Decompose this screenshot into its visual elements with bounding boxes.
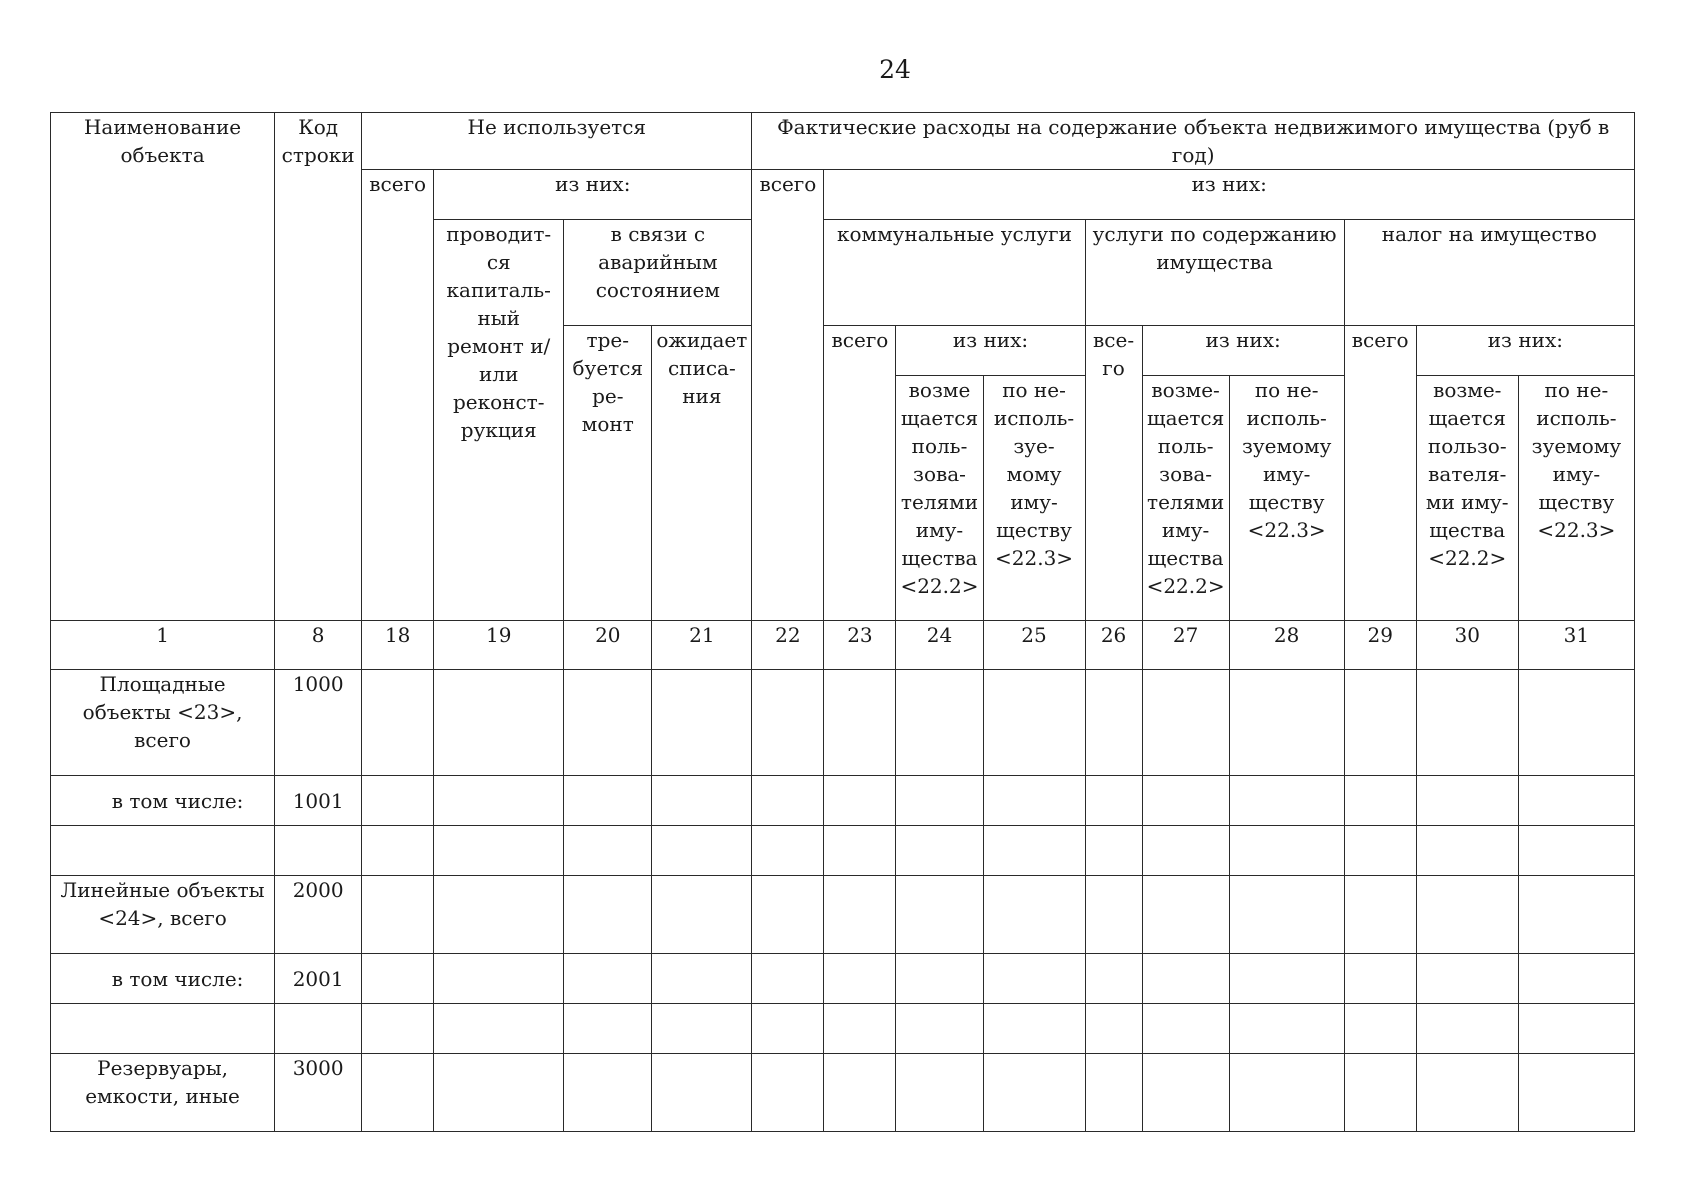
header-not-used: Не используется (362, 113, 752, 170)
header-maintenance-unused: по не-исполь-зуемому иму-ществу <22.3> (1229, 376, 1344, 621)
header-emergency-state: в связи с аварийным состоянием (564, 220, 752, 326)
header-tax-total: всего (1344, 326, 1416, 621)
column-number: 18 (362, 621, 434, 670)
row-object-name: в том числе: (51, 776, 275, 826)
property-expenses-table (50, 112, 1635, 1132)
table-row (51, 826, 1635, 876)
table-row (51, 776, 1635, 826)
header-utilities: коммунальные услуги (824, 220, 1085, 326)
header-capital-repair: проводит-ся капиталь-ный ремонт и/или реконст-рукция (434, 220, 564, 621)
column-number: 25 (983, 621, 1085, 670)
column-number: 23 (824, 621, 896, 670)
header-needs-repair: тре-буется ре-монт (564, 326, 652, 621)
column-number: 8 (275, 621, 362, 670)
column-number: 27 (1142, 621, 1229, 670)
column-number: 29 (1344, 621, 1416, 670)
row-code: 2001 (275, 954, 362, 1004)
header-maintenance-reimbursed: возме-щается поль-зова-телями иму-щества <22.2> (1142, 376, 1229, 621)
table-row (51, 1004, 1635, 1054)
column-number: 19 (434, 621, 564, 670)
header-object-name: Наименование объекта (51, 113, 275, 621)
header-utilities-total: всего (824, 326, 896, 621)
row-code: 1001 (275, 776, 362, 826)
header-awaits-writeoff: ожидает списа-ния (652, 326, 752, 621)
header-costs-of-them: из них: (824, 170, 1635, 220)
row-object-name: в том числе: (51, 954, 275, 1004)
column-number: 1 (51, 621, 275, 670)
column-number: 28 (1229, 621, 1344, 670)
table-row (51, 1054, 1635, 1132)
row-code: 2000 (275, 876, 362, 954)
header-utilities-reimbursed: возме щается поль-зова-телями иму-щества <22.2> (896, 376, 983, 621)
header-property-tax: налог на имущество (1344, 220, 1634, 326)
column-number: 30 (1416, 621, 1518, 670)
header-actual-costs: Фактические расходы на содержание объекта недвижимого имущества (руб в год) (752, 113, 1635, 170)
header-not-used-total: всего (362, 170, 434, 621)
row-object-name: Линейные объекты <24>, всего (51, 876, 275, 954)
row-code: 1000 (275, 670, 362, 776)
column-number: 21 (652, 621, 752, 670)
header-maintenance-services: услуги по содержанию имущества (1085, 220, 1344, 326)
column-number: 20 (564, 621, 652, 670)
header-row-code: Код строки (275, 113, 362, 621)
row-code[interactable] (275, 1004, 362, 1054)
row-object-name[interactable] (51, 826, 275, 876)
column-number: 24 (896, 621, 983, 670)
header-utilities-unused: по не-исполь-зуе-мому иму-ществу <22.3> (983, 376, 1085, 621)
table-row (51, 670, 1635, 776)
table-row (51, 954, 1635, 1004)
header-maintenance-of-them: из них: (1142, 326, 1344, 376)
header-tax-reimbursed: возме-щается пользо-вателя-ми иму-щества <22.2> (1416, 376, 1518, 621)
row-code: 3000 (275, 1054, 362, 1132)
header-tax-unused: по не-исполь-зуемому иму-ществу <22.3> (1518, 376, 1634, 621)
column-number: 26 (1085, 621, 1142, 670)
header-costs-total: всего (752, 170, 824, 621)
row-object-name[interactable] (51, 1004, 275, 1054)
column-number: 31 (1518, 621, 1634, 670)
table-row (51, 876, 1635, 954)
column-numbers-row (51, 621, 1635, 670)
row-code[interactable] (275, 826, 362, 876)
header-utilities-of-them: из них: (896, 326, 1085, 376)
header-maintenance-total: все-го (1085, 326, 1142, 621)
page-number: 24 (879, 55, 911, 84)
row-object-name: Резервуары, емкости, иные (51, 1054, 275, 1132)
header-not-used-of-them: из них: (434, 170, 752, 220)
header-row-1 (51, 113, 1635, 170)
column-number: 22 (752, 621, 824, 670)
row-object-name: Площадные объекты <23>, всего (51, 670, 275, 776)
header-tax-of-them: из них: (1416, 326, 1634, 376)
